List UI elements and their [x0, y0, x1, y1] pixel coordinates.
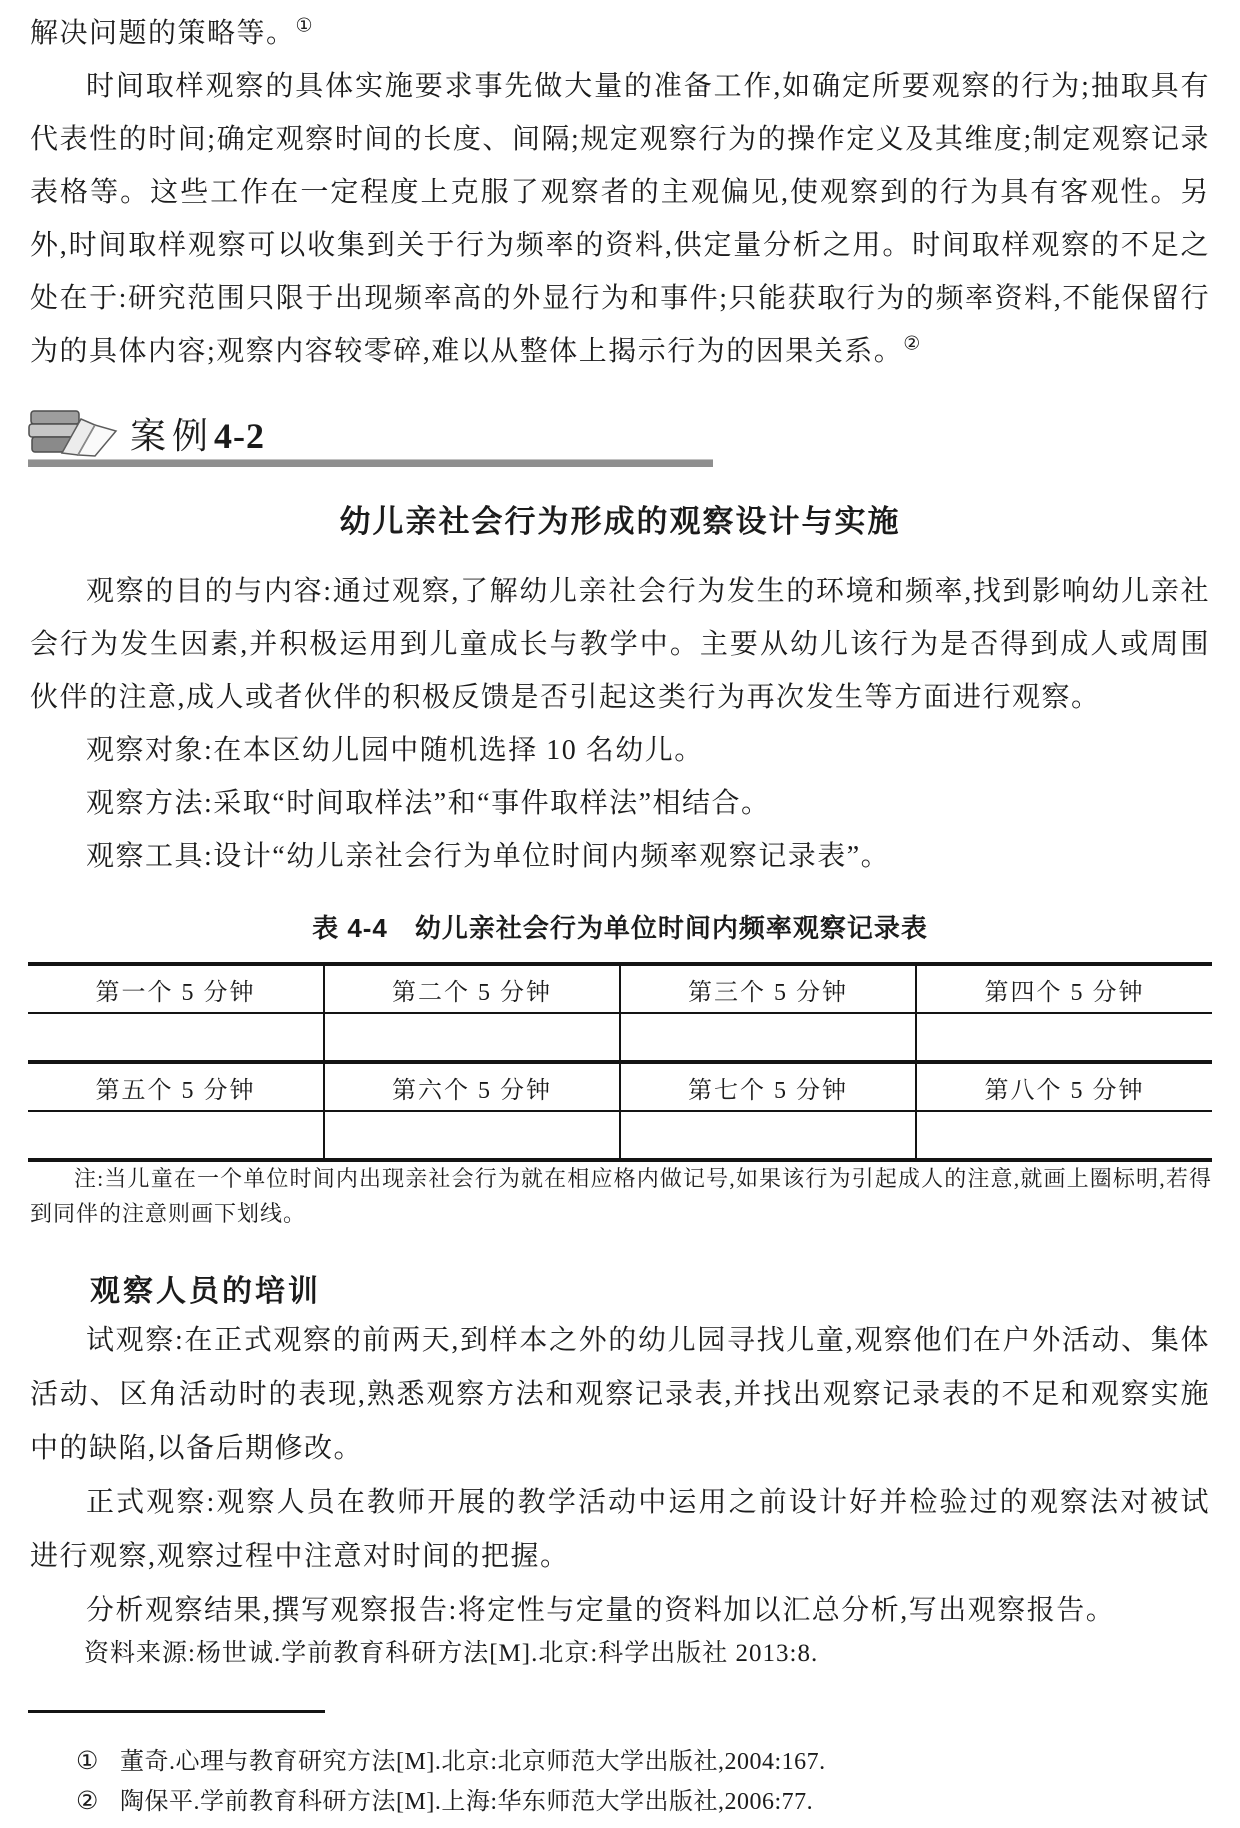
case-header	[28, 404, 713, 466]
table-empty-row-2	[28, 1111, 1212, 1160]
table-header-row-2	[28, 1062, 1212, 1111]
case-label: 案例	[130, 416, 215, 456]
intro-continuation-line	[30, 7, 1210, 60]
table-cell-empty	[28, 1013, 324, 1062]
intro-line-text: 解决问题的策略等。	[30, 18, 296, 49]
table-cell-empty	[916, 1111, 1212, 1160]
table-cell-empty	[324, 1111, 620, 1160]
table-header-row-1	[28, 964, 1212, 1013]
footnote-marker: ①	[76, 1748, 99, 1775]
observation-method-line: 观察方法:采取“时间取样法”和“事件取样法”相结合。	[86, 788, 771, 819]
footnote-text: 陶保平.学前教育科研方法[M].上海:华东师范大学出版社,2006:77.	[120, 1789, 814, 1815]
table-header-cell: 第六个 5 分钟	[324, 1062, 620, 1111]
table-header-cell: 第七个 5 分钟	[620, 1062, 916, 1111]
table-header-cell: 第一个 5 分钟	[28, 964, 324, 1013]
table-empty-row-1	[28, 1013, 1212, 1062]
table-cell-empty	[620, 1111, 916, 1160]
footnote-item	[30, 1742, 1210, 1782]
footnote-divider	[28, 1710, 325, 1713]
footnotes	[30, 1742, 1210, 1822]
observation-subject-line: 观察对象:在本区幼儿园中随机选择 10 名幼儿。	[86, 735, 704, 766]
intro-section	[30, 7, 1210, 378]
table-cell-empty	[324, 1013, 620, 1062]
footnote-text: 董奇.心理与教育研究方法[M].北京:北京师范大学出版社,2004:167.	[120, 1749, 826, 1775]
table-note: 注:当儿童在一个单位时间内出现亲社会行为就在相应格内做记号,如果该行为引起成人的注意,就画上圈标明,若得到同伴的注意则画下划线。	[30, 1166, 1212, 1226]
case-body	[30, 565, 1210, 883]
intro-paragraph-text: 时间取样观察的具体实施要求事先做大量的准备工作,如确定所要观察的行为;抽取具有代表性的时间;确定观察时间的长度、间隔;规定观察行为的操作定义及其维度;制定观察记录表格等。这些工作在一定程度上克服了观察者的主观偏见,使观察到的行为具有客观性。另外,时间取样观察可以收集到关于行为频率的资料,供定量分析之用。时间取样观察的不足之处在于:研究范围只限于出现频率高的外显行为和事件;只能获取行为的频率资料,不能保留行为的具体内容;观察内容较零碎,难以从整体上揭示行为的因果关系。	[30, 71, 1210, 367]
footnote-item	[30, 1782, 1210, 1822]
case-paragraph: 观察的目的与内容:通过观察,了解幼儿亲社会行为发生的环境和频率,找到影响幼儿亲社会行为发生因素,并积极运用到儿童成长与教学中。主要从幼儿该行为是否得到成人或周围伙伴的注意,成人或者伙伴的积极反馈是否引起这类行为再次发生等方面进行观察。	[30, 576, 1210, 713]
table-cell-empty	[28, 1111, 324, 1160]
case-header-rule	[28, 459, 713, 467]
case-title: 幼儿亲社会行为形成的观察设计与实施	[339, 504, 901, 539]
table-header-cell: 第三个 5 分钟	[620, 964, 916, 1013]
intro-paragraph	[30, 60, 1210, 378]
training-paragraph-2: 正式观察:观察人员在教师开展的教学活动中运用之前设计好并检验过的观察法对被试进行观察,观察过程中注意对时间的把握。	[30, 1487, 1210, 1572]
footnote-ref-2: ②	[903, 333, 921, 355]
footnote-ref-1: ①	[295, 15, 313, 37]
footnote-marker: ②	[76, 1788, 99, 1815]
record-table	[28, 962, 1212, 1162]
source-line: 资料来源:杨世诚.学前教育科研方法[M].北京:科学出版社 2013:8.	[84, 1640, 819, 1667]
table-cell-empty	[916, 1013, 1212, 1062]
table-cell-empty	[620, 1013, 916, 1062]
table-header-cell: 第八个 5 分钟	[916, 1062, 1212, 1111]
training-paragraph-1: 试观察:在正式观察的前两天,到样本之外的幼儿园寻找儿童,观察他们在户外活动、集体活动、区角活动时的表现,熟悉观察方法和观察记录表,并找出观察记录表的不足和观察实施中的缺陷,以备后期修改。	[30, 1325, 1210, 1464]
observation-tool-line: 观察工具:设计“幼儿亲社会行为单位时间内频率观察记录表”。	[86, 841, 891, 872]
training-paragraph-3: 分析观察结果,撰写观察报告:将定性与定量的资料加以汇总分析,写出观察报告。	[86, 1595, 1116, 1626]
table-header-cell: 第二个 5 分钟	[324, 964, 620, 1013]
table-header-cell: 第五个 5 分钟	[28, 1062, 324, 1111]
table-caption: 表 4-4 幼儿亲社会行为单位时间内频率观察记录表	[312, 913, 928, 943]
training-body	[30, 1314, 1210, 1638]
case-number: 4-2	[214, 416, 266, 456]
section-heading: 观察人员的培训	[90, 1275, 321, 1308]
books-icon	[28, 406, 122, 458]
table-header-cell: 第四个 5 分钟	[916, 964, 1212, 1013]
